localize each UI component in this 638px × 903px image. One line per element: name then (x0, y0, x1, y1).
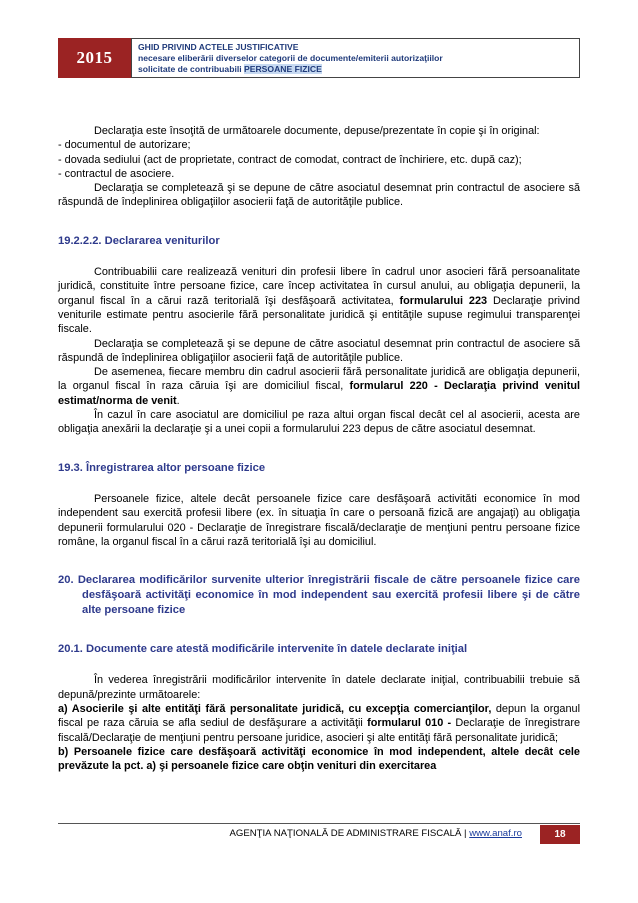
page-header (58, 38, 580, 78)
guide-title-line3 (138, 64, 573, 75)
list-item: - contractul de asociere. (58, 167, 175, 180)
section-heading-20: 20. Declararea modificărilor survenite ulterior înregistrării fiscale de către persoanele fizice care desfăşoară activităţi economice în mod independent sau exercită profesii libere şi de către alte persoane fizice (58, 574, 580, 617)
section-heading-19-3: 19.3. Înregistrarea altor persoane fizice (58, 461, 266, 474)
paragraph: În cazul în care asociatul are domiciliul pe raza altui organ fiscal decât cel al asocierii, acesta are obligaţia anexării la declaraţie şi a unei copii a formularului 223 depus de către asociatul desemnat. (58, 409, 580, 436)
footer-agency-name: AGENŢIA NAŢIONALĂ DE ADMINISTRARE FISCALĂ | (229, 828, 470, 839)
page-content (58, 124, 580, 774)
paragraph: Contribuabilii care realizează venituri din profesii libere în cadrul unor asocieri fără persoanalitate juridică, constituite între persoane fizice, care încep activitatea în cursul anului, au obligaţia depunerii, la organul fiscal în a cărui rază teritorială îşi desfăşoară activitatea, formularului 223 Declaraţie privind veniturile estimate pentru asocierile fără personalitate juridică şi entităţile supuse regimului transparenţei fiscale. (58, 266, 580, 336)
guide-title (131, 38, 580, 78)
guide-title-line3-prefix: solicitate de contribuabili (138, 64, 245, 74)
paragraph: Declaraţia se completează şi se depune de către asociatul desemnat prin contractul de asociere să răspundă de îndeplinirea obligaţiilor asocierii faţă de autorităţile publice. (58, 337, 580, 364)
paragraph: Persoanele fizice, altele decât persoanele fizice care desfăşoară activităti economice în mod independent sau exercită profesii libere (ex. în situaţia în care o persoană fizică are angajaţi) au obligaţia depunerii formularului 020 - Declaraţie de înregistrare fiscală/declaraţie de menţiuni pentru persoane fizice române, la organul fiscal în a cărui rază teritorială îşi au domiciliul. (58, 492, 580, 548)
page-number: 18 (540, 825, 580, 844)
list-item-a: a) Asocierile şi alte entităţi fără personalitate juridică, cu excepţia comercianţilor, depun la organul fiscal pe raza căruia se afla sediul de desfăşurare a activităţii formularul 010 - Declaraţie de înregistrare fiscală/Declaraţie de menţiuni pentru persoane juridice, asocieri şi alte entităţi fără personalitate juridică; (58, 703, 580, 744)
footer-agency (229, 828, 522, 839)
list-item: - documentul de autorizare; (58, 139, 191, 152)
section-heading-20-1: 20.1. Documente care atestă modificările intervenite în datele declarate iniţial (58, 643, 468, 656)
guide-title-line1: GHID PRIVIND ACTELE JUSTIFICATIVE (138, 42, 299, 52)
year-badge: 2015 (58, 38, 131, 78)
persoane-fizice-highlight: PERSOANE FIZICE (244, 64, 322, 74)
section-heading-19-2-2-2: 19.2.2.2. Declararea veniturilor (58, 234, 220, 247)
page-footer (58, 823, 580, 844)
paragraph: Declaraţia se completează şi se depune de către asociatul desemnat prin contractul de asociere să răspundă de îndeplinirea obligaţiilor asocierii faţă de autorităţile publice. (58, 182, 580, 209)
guide-title-line2: necesare eliberării diverselor categorii de documente/emiterii autorizaţiilor (138, 53, 443, 63)
list-item-b: b) Persoanele fizice care desfăşoară activităţi economice în mod independent, altele decât cele prevăzute la pct. a) şi persoanele fizice care obţin venituri din exercitarea (58, 745, 580, 773)
paragraph: Declaraţia este însoţită de următoarele documente, depuse/prezentate în copie şi în original: (94, 125, 540, 137)
paragraph: De asemenea, fiecare membru din cadrul asocierii fără personalitate juridică are obligaţia depunerii, la organul fiscal în raza căruia îşi are domiciliul fiscal, formularul 220 - Declaraţia privind venitul estimat/norma de venit. (58, 366, 581, 407)
anaf-website-link[interactable]: www.anaf.ro (469, 828, 522, 839)
list-item: - dovada sediului (act de proprietate, contract de comodat, contract de închiriere, etc. după caz); (58, 153, 522, 166)
paragraph: În vederea înregistrării modificărilor intervenite în datele declarate iniţial, contribuabilii trebuie să depună/prezinte următoarele: (58, 674, 580, 701)
